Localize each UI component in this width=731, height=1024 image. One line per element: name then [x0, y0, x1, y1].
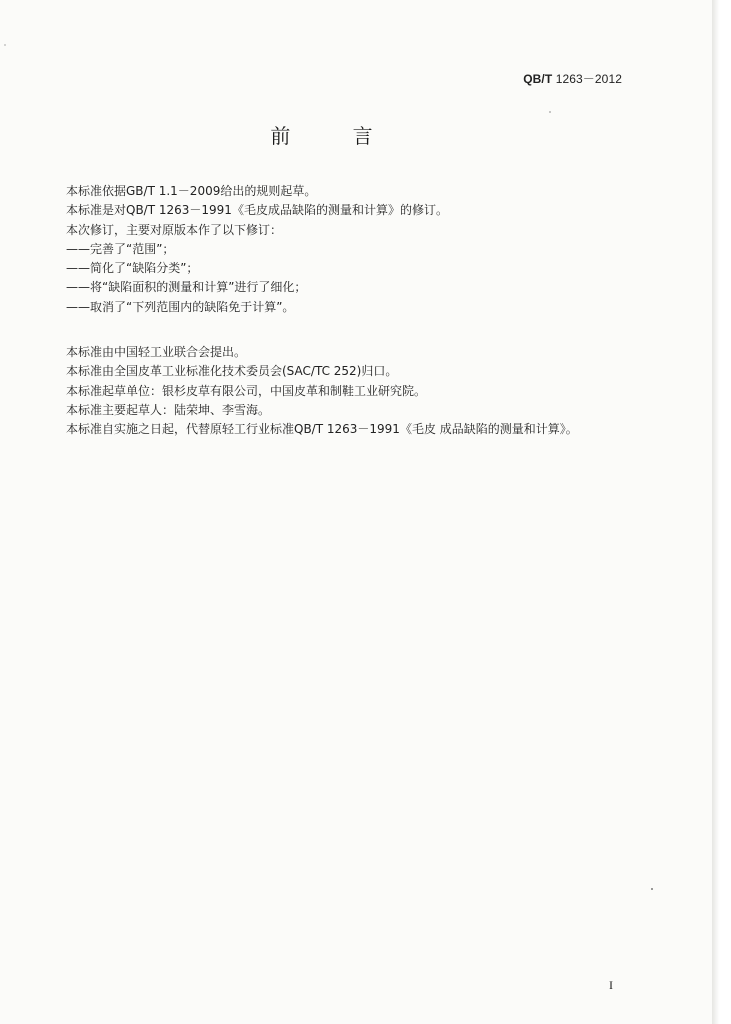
scan-edge	[712, 0, 731, 1024]
standard-code-prefix: QB/T	[523, 72, 553, 86]
revision-paragraphs	[66, 182, 448, 317]
standard-info-paragraphs	[66, 343, 578, 439]
info-managed-by: 本标准由全国皮革工业标准化技术委员会(SAC/TC 252)归口。	[66, 364, 398, 379]
scan-speck	[651, 888, 653, 890]
page-title: 前 言	[270, 124, 401, 148]
change-item-measurement: ——将“缺陷面积的测量和计算”进行了细化；	[66, 280, 307, 295]
change-item-exemption: ——取消了“下列范围内的缺陷免于计算”。	[66, 299, 295, 314]
scan-speck	[4, 44, 6, 46]
scan-speck	[549, 111, 551, 113]
standard-code-number: 1263－2012	[555, 72, 622, 86]
paragraph-revision-of: 本标准是对QB/T 1263－1991《毛皮成品缺陷的测量和计算》的修订。	[66, 203, 448, 218]
info-proposed-by: 本标准由中国轻工业联合会提出。	[66, 345, 247, 359]
info-main-drafters: 本标准主要起草人：陆荣坤、李雪海。	[66, 402, 271, 417]
paragraph-drafting-rules: 本标准依据GB/T 1.1－2009给出的规则起草。	[66, 184, 317, 198]
info-drafting-units: 本标准起草单位：银杉皮草有限公司，中国皮革和制鞋工业研究院。	[66, 383, 427, 398]
standard-code	[523, 70, 622, 87]
paragraph-changes-intro: 本次修订，主要对原版本作了以下修订：	[66, 222, 283, 237]
change-item-scope: ——完善了“范围”；	[66, 241, 175, 256]
page-number: I	[609, 978, 613, 992]
change-item-classification: ——简化了“缺陷分类”；	[66, 261, 199, 276]
info-replaces: 本标准自实施之日起，代替原轻工行业标准QB/T 1263－1991《毛皮 成品缺陷的测量和计算》。	[66, 422, 578, 437]
